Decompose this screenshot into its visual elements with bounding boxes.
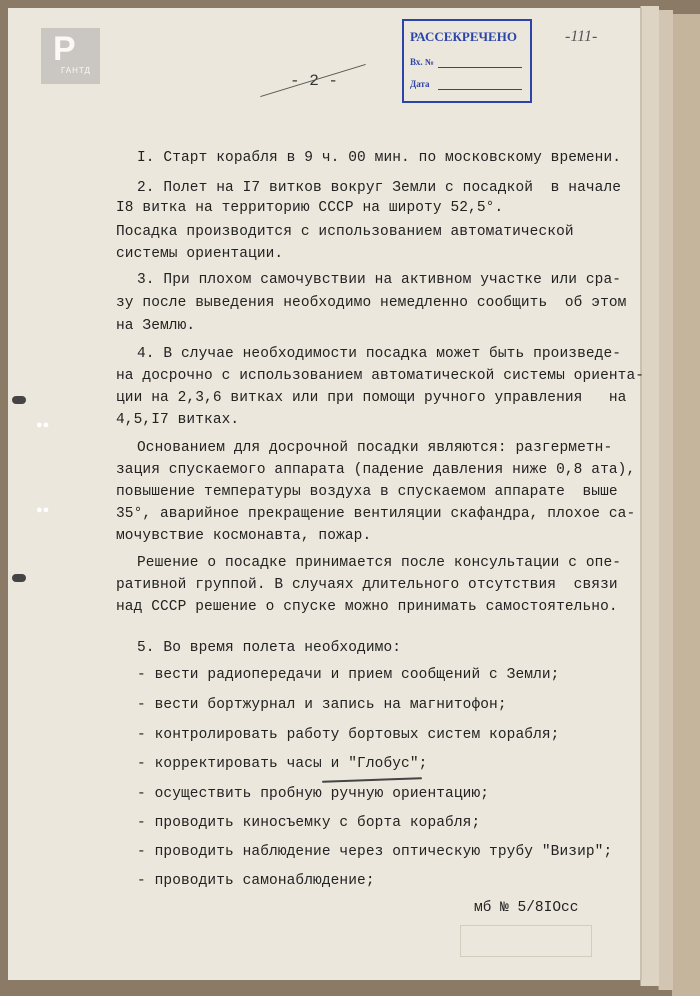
text-line: - проводить киносъемку с борта корабля; [137,815,481,831]
text-line: на досрочно с использованием автоматической системы ориента- [116,368,645,384]
faded-stamp-impression [460,925,592,957]
text-line: - проводить самонаблюдение; [137,873,375,889]
text-line: на Землю. [116,318,196,334]
page-stack-edge [658,10,673,990]
archive-logo: P ГАНТД [41,28,100,84]
text-line: 35°, аварийное прекращение вентиляции скафандра, плохое са- [116,506,636,522]
text-line: Посадка производится с использованием автоматической [116,224,574,240]
stamp-field-date: Дата [410,79,430,89]
text-line: Основанием для досрочной посадки являются: разгерметн- [137,440,613,456]
text-line: - вести бортжурнал и запись на магнитофон; [137,697,507,713]
text-line: над СССР решение о спуске можно принимать самостоятельно. [116,599,618,615]
logo-text: ГАНТД [61,66,91,75]
text-line: 4,5,I7 витках. [116,412,240,428]
text-line: 5. Во время полета необходимо: [137,640,402,656]
text-line: - вести радиопередачи и прием сообщений с Земли; [137,667,560,683]
text-line: Решение о посадке принимается после консультации с опе- [137,555,622,571]
punch-holes: ●● [36,505,50,517]
document-reference: мб № 5/8IOcc [474,900,579,916]
page-stack-edge [640,6,659,986]
page-number: - 2 - [290,72,339,90]
text-line: ративной группой. В случаях длительного отсутствия связи [116,577,618,593]
text-line: 4. В случае необходимости посадка может быть произведе- [137,346,622,362]
text-line: I. Старт корабля в 9 ч. 00 мин. по московскому времени. [137,150,622,166]
archive-page-number: -111- [565,28,598,45]
text-line: I8 витка на территорию СССР на широту 52,5°. [116,200,504,216]
declassified-stamp [402,19,532,103]
text-line: повышение температуры воздуха в спускаемом аппарате выше [116,484,618,500]
text-line: ции на 2,3,6 витках или при помощи ручного управления на [116,390,627,406]
punch-holes: ●● [36,420,50,432]
text-line: - осуществить пробную ручную ориентацию; [137,786,490,802]
stamp-title: РАССЕКРЕЧЕНО [410,29,517,44]
text-line: зу после выведения необходимо немедленно сообщить об этом [116,295,627,311]
text-line: мочувствие космонавта, пожар. [116,528,372,544]
binder-ring [12,574,26,582]
text-line: системы ориентации. [116,246,284,262]
text-line: 3. При плохом самочувствии на активном участке или сра- [137,272,622,288]
page-stack-edge [672,14,700,996]
text-line: 2. Полет на I7 витков вокруг Земли с посадкой в начале [137,180,622,196]
text-line: - корректировать часы и "Глобус"; [137,756,428,772]
text-line: - контролировать работу бортовых систем корабля; [137,727,560,743]
stamp-field-number: Вх. № [410,57,434,67]
text-line: зация спускаемого аппарата (падение давления ниже 0,8 ата), [116,462,636,478]
text-line: - проводить наблюдение через оптическую трубу "Визир"; [137,844,613,860]
